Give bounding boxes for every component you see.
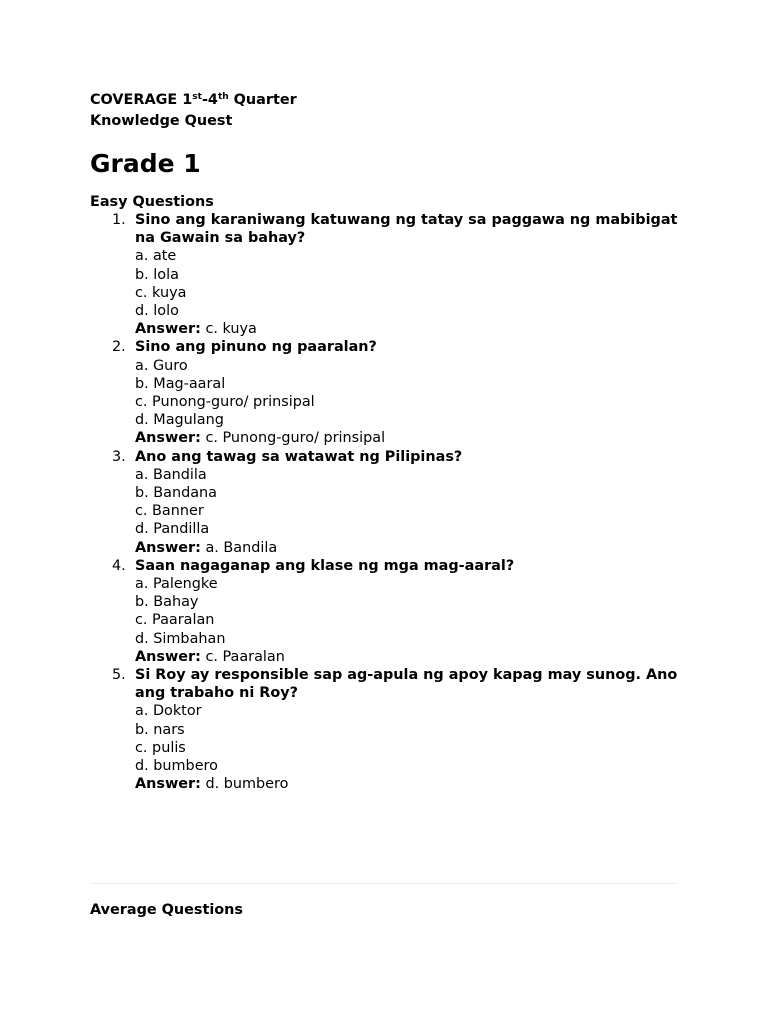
question-text: Si Roy ay responsible sap ag-apula ng apoy kapag may sunog. Ano ang trabaho ni Roy?: [135, 667, 678, 702]
question-number: 2.: [112, 339, 126, 356]
question-number: 1.: [112, 212, 126, 228]
answer-option: d. bumbero: [135, 758, 218, 775]
answer-label: Answer:: [135, 430, 201, 447]
easy-questions-list: [90, 211, 680, 794]
question-item: [90, 448, 680, 557]
document-page: [90, 91, 680, 794]
question-number: 3.: [112, 448, 126, 465]
answer-option: c. Punong-guro/ prinsipal: [135, 394, 315, 411]
question-item: [90, 666, 680, 793]
answer-line: [135, 429, 680, 447]
answer-value: c. Punong-guro/ prinsipal: [205, 430, 386, 447]
answer-option: c. kuya: [135, 284, 187, 301]
answer-option: d. Magulang: [135, 412, 224, 429]
question-item: [90, 338, 680, 447]
question-text: Ano ang tawag sa watawat ng Pilipinas?: [135, 448, 463, 465]
coverage-superscript-st: st: [192, 92, 202, 102]
answer-option: b. Mag-aaral: [135, 375, 226, 392]
answer-label: Answer:: [135, 648, 201, 665]
average-questions-title: Average Questions: [90, 902, 243, 918]
answer-option: d. lolo: [135, 303, 179, 320]
coverage-mid: -4: [201, 92, 218, 108]
coverage-superscript-th: th: [217, 92, 229, 102]
answer-option: a. Guro: [135, 357, 188, 374]
answer-option: c. Banner: [135, 503, 204, 520]
answer-option: b. lola: [135, 266, 179, 283]
answer-line: [135, 539, 680, 557]
answer-option: b. nars: [135, 721, 185, 738]
question-text: Sino ang karaniwang katuwang ng tatay sa paggawa ng mabibigat na Gawain sa bahay?: [135, 212, 678, 247]
grade-title: Grade 1: [90, 149, 201, 178]
question-number: 5.: [112, 667, 126, 684]
answer-option: d. Pandilla: [135, 521, 210, 538]
subtitle: Knowledge Quest: [90, 113, 233, 129]
answer-option: c. pulis: [135, 739, 186, 756]
answer-line: [135, 775, 680, 793]
coverage-suffix: Quarter: [228, 92, 297, 108]
answer-line: [135, 648, 680, 666]
answer-value: c. Paaralan: [205, 648, 285, 665]
answer-option: a. Palengke: [135, 576, 218, 593]
answer-value: c. kuya: [205, 321, 257, 338]
question-text: Saan nagaganap ang klase ng mga mag-aaral?: [135, 557, 515, 574]
section-divider: [90, 883, 678, 884]
answer-option: b. Bahay: [135, 594, 199, 611]
answer-label: Answer:: [135, 321, 201, 338]
question-number: 4.: [112, 557, 126, 574]
answer-line: [135, 320, 680, 338]
answer-option: b. Bandana: [135, 485, 217, 502]
answer-label: Answer:: [135, 539, 201, 556]
answer-option: a. Bandila: [135, 466, 207, 483]
answer-option: c. Paaralan: [135, 612, 215, 629]
question-item: [90, 557, 680, 666]
answer-value: a. Bandila: [205, 539, 278, 556]
question-text: Sino ang pinuno ng paaralan?: [135, 339, 377, 356]
answer-option: a. ate: [135, 248, 177, 265]
answer-value: d. bumbero: [205, 776, 289, 793]
coverage-prefix: COVERAGE 1: [90, 92, 193, 108]
answer-option: a. Doktor: [135, 703, 202, 720]
coverage-heading: [90, 91, 680, 112]
answer-label: Answer:: [135, 776, 201, 793]
easy-questions-title: Easy Questions: [90, 194, 214, 210]
answer-option: d. Simbahan: [135, 630, 226, 647]
question-item: [90, 211, 680, 338]
